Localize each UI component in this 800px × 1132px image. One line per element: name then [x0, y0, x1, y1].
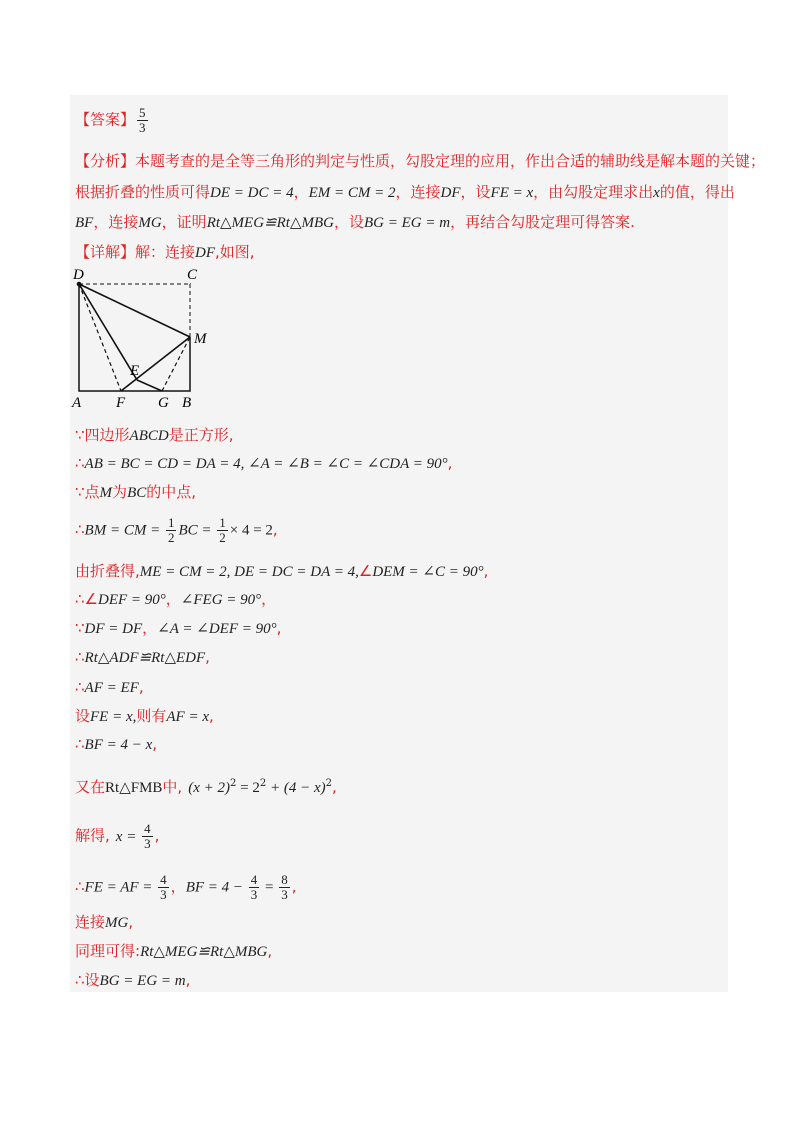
- step-7-symbol: ∵: [75, 619, 85, 637]
- step-4-frac-2-den: 2: [219, 530, 226, 545]
- step-13-punct: ,: [154, 826, 160, 845]
- step-12-text-a: 又在: [75, 778, 106, 796]
- step-12-sup-g: 2: [259, 778, 267, 789]
- step-7: [75, 618, 281, 639]
- step-12-punct: ,: [331, 778, 337, 796]
- analysis-line-2: [75, 182, 735, 203]
- analysis-text-1: 本题考查的是全等三角形的判定与性质，勾股定理的应用，作出合适的辅助线是解本题的关键；: [135, 152, 766, 170]
- step-5-math-b: ME = CM = 2, DE = DC = DA = 4,: [139, 564, 359, 580]
- step-13-frac: [142, 822, 153, 851]
- step-8-math: Rt△ADF≌Rt△EDF: [84, 650, 206, 666]
- detail-math-b: DF: [195, 245, 216, 261]
- detail-line: [75, 242, 255, 263]
- step-14-frac-1-num: 4: [160, 872, 167, 887]
- step-12-math-f: = 2: [236, 780, 260, 796]
- step-7-math-d: ∠A = ∠DEF = 90°: [157, 621, 277, 637]
- analysis-math-3c: MG: [138, 215, 162, 231]
- step-4-punct: ,: [272, 520, 278, 539]
- step-3-text-a: ∵点: [75, 483, 100, 501]
- step-6-angle: ∠: [84, 590, 98, 608]
- analysis-math-3g: BG = EG = m: [363, 215, 451, 231]
- step-16-punct: ,: [267, 942, 273, 960]
- step-14-frac-2-num: 4: [250, 872, 258, 887]
- step-2-punct: ,: [447, 454, 453, 472]
- step-2: [75, 453, 452, 474]
- analysis-text-3b: ，连接: [93, 213, 139, 231]
- step-9-punct: ,: [138, 678, 144, 696]
- detail-text-c: ,如图,: [215, 243, 255, 261]
- step-17-punct: ,: [185, 971, 191, 989]
- step-7-math-b: DF = DF: [84, 621, 143, 637]
- step-17-text-a: ∴设: [75, 971, 100, 989]
- step-7-punct: ,: [276, 619, 282, 637]
- analysis-text-2i: ，由勾股定理求出: [533, 183, 654, 201]
- step-14-frac-1-den: 3: [160, 887, 167, 902]
- step-14-math-f: =: [261, 879, 278, 896]
- step-9-symbol: ∴: [75, 678, 85, 696]
- step-5-math-d: DEM = ∠C = 90°: [372, 564, 484, 580]
- step-12-sup-i: 2: [325, 778, 332, 789]
- step-14-frac-3-num: 8: [281, 872, 288, 887]
- analysis-text-2a: 根据折叠的性质可得: [75, 183, 211, 201]
- analysis-line-3: [75, 212, 635, 233]
- step-17-math-b: BG = EG = m: [99, 973, 186, 989]
- step-15-math-b: MG: [105, 915, 129, 931]
- analysis-text-3f: ，设: [333, 213, 364, 231]
- step-8-symbol: ∴: [75, 648, 85, 666]
- label-b: B: [182, 395, 192, 411]
- step-4-math-e: × 4 = 2: [229, 522, 273, 539]
- step-15-punct: ,: [128, 913, 134, 931]
- step-14-symbol: ∴: [75, 877, 85, 896]
- step-2-symbol: ∴: [75, 454, 85, 472]
- step-15-text-a: 连接: [75, 913, 106, 931]
- step-8-punct: ,: [205, 648, 210, 666]
- step-1: [75, 425, 234, 446]
- label-f: F: [116, 395, 126, 411]
- detail-text-a: 解：连接: [135, 243, 196, 261]
- geometry-figure: [70, 262, 220, 412]
- answer-tag: 【答案】: [75, 110, 136, 129]
- step-14-frac-2-den: 3: [250, 887, 258, 902]
- step-4-frac-2: [217, 516, 228, 545]
- analysis-math-2d: EM = CM = 2: [308, 185, 396, 201]
- step-6-punct: ，: [261, 590, 277, 608]
- step-11-punct: ,: [152, 735, 158, 753]
- step-5-punct: ,: [483, 562, 489, 580]
- step-5-text-a: 由折叠得,: [75, 562, 140, 580]
- analysis-text-2k: 的值，得出: [659, 183, 735, 201]
- step-8: [75, 647, 210, 668]
- step-3-text-e: 的中点,: [146, 483, 197, 501]
- analysis-math-2h: FE = x: [490, 185, 534, 201]
- label-a: A: [72, 395, 82, 411]
- step-12-math-d: (x + 2): [188, 780, 230, 796]
- step-11: [75, 734, 157, 755]
- step-4-math-c: BC =: [178, 522, 216, 539]
- step-13-frac-den: 3: [144, 836, 151, 851]
- answer-fraction: [137, 106, 148, 135]
- step-2-math: AB = BC = CD = DA = 4, ∠A = ∠B = ∠C = ∠CDA = 90°: [84, 456, 448, 472]
- segment-eg: [137, 380, 162, 391]
- step-9-math: AF = EF: [84, 680, 139, 696]
- step-6-math-e: ∠FEG = 90°: [180, 592, 262, 608]
- step-12-text-c: 中,: [162, 778, 183, 796]
- step-12-sup-e: 2: [229, 778, 237, 789]
- step-4-frac-1: [166, 516, 177, 545]
- step-14-frac-2: [249, 873, 260, 902]
- step-17: [75, 970, 190, 991]
- label-d: D: [73, 267, 84, 283]
- step-15: [75, 912, 133, 933]
- step-14: [75, 873, 297, 902]
- step-14-math-b: FE = AF =: [84, 879, 157, 896]
- step-1-text-c: 是正方形,: [168, 426, 234, 444]
- step-5-angle: ∠: [358, 562, 373, 580]
- step-7-sep: ，: [142, 619, 158, 637]
- step-4-math-b: BM = CM =: [84, 522, 164, 539]
- analysis-line-1: [75, 151, 765, 171]
- analysis-text-2c: ，: [293, 183, 309, 201]
- step-10-punct: ,: [209, 707, 214, 725]
- step-13-frac-num: 4: [144, 821, 151, 836]
- step-4: [75, 516, 278, 545]
- step-10-text-c: 则有: [136, 707, 167, 725]
- step-12: [75, 774, 337, 798]
- step-16: [75, 941, 272, 962]
- label-m: M: [194, 331, 207, 347]
- step-14-sep: ，: [170, 877, 186, 896]
- answer-line: [75, 106, 150, 135]
- analysis-math-3e: Rt△MEG≌Rt△MBG: [206, 215, 334, 231]
- step-4-frac-1-den: 2: [167, 530, 175, 545]
- step-10-text-a: 设: [75, 707, 91, 725]
- analysis-math-2b: DE = DC = 4: [210, 185, 294, 201]
- step-14-frac-3: [279, 873, 290, 902]
- segment-gm: [162, 337, 190, 391]
- label-c: C: [187, 267, 198, 283]
- label-e: E: [130, 363, 140, 379]
- step-6-symbol: ∴: [75, 590, 85, 608]
- detail-tag: 【详解】: [75, 243, 136, 261]
- label-g: G: [158, 395, 169, 411]
- step-14-punct: ,: [291, 877, 297, 896]
- step-1-math-b: ABCD: [129, 428, 169, 444]
- step-10: [75, 706, 214, 727]
- step-13-text-a: 解得,: [75, 826, 110, 845]
- step-4-frac-2-num: 1: [219, 515, 226, 530]
- analysis-math-2f: DF: [440, 185, 461, 201]
- step-10-math-d: AF = x: [166, 709, 209, 725]
- step-6-math-c: DEF = 90°: [98, 592, 166, 608]
- step-3-math-d: BC: [127, 485, 147, 501]
- step-12-math-h: + (4 − x): [266, 780, 326, 796]
- step-13: [75, 822, 159, 851]
- answer-numerator: 5: [139, 105, 146, 120]
- step-3-math-b: M: [99, 485, 113, 501]
- step-6-sep: ，: [165, 590, 181, 608]
- analysis-text-3d: ，证明: [161, 213, 207, 231]
- segment-df: [79, 284, 121, 391]
- step-4-frac-1-num: 1: [167, 515, 175, 530]
- step-14-math-e: BF = 4 −: [185, 879, 247, 896]
- analysis-text-3h: ，再结合勾股定理可得答案.: [450, 213, 635, 231]
- step-6: [75, 589, 276, 610]
- step-9: [75, 677, 144, 698]
- step-11-symbol: ∴: [75, 735, 85, 753]
- analysis-tag: 【分析】: [75, 152, 136, 170]
- step-12-math-b: Rt△FMB: [105, 780, 163, 796]
- step-11-math: BF = 4 − x: [84, 737, 153, 753]
- step-14-frac-3-den: 3: [281, 887, 288, 902]
- step-4-symbol: ∴: [75, 520, 85, 539]
- step-3-text-c: 为: [112, 483, 128, 501]
- step-3: [75, 482, 196, 503]
- step-14-frac-1: [158, 873, 169, 902]
- step-5: [75, 561, 488, 582]
- step-13-math-b: x =: [115, 828, 141, 845]
- step-1-text-a: ∵四边形: [75, 426, 130, 444]
- analysis-math-3a: BF: [75, 215, 94, 231]
- answer-denominator: 3: [139, 120, 146, 135]
- analysis-text-2g: ，设: [460, 183, 491, 201]
- analysis-text-2e: ，连接: [395, 183, 441, 201]
- analysis-math-2j: x: [653, 185, 660, 201]
- step-16-math-b: Rt△MEG≌Rt△MBG: [140, 944, 268, 960]
- step-16-text-a: 同理可得:: [75, 942, 141, 960]
- step-10-math-b: FE = x,: [90, 709, 137, 725]
